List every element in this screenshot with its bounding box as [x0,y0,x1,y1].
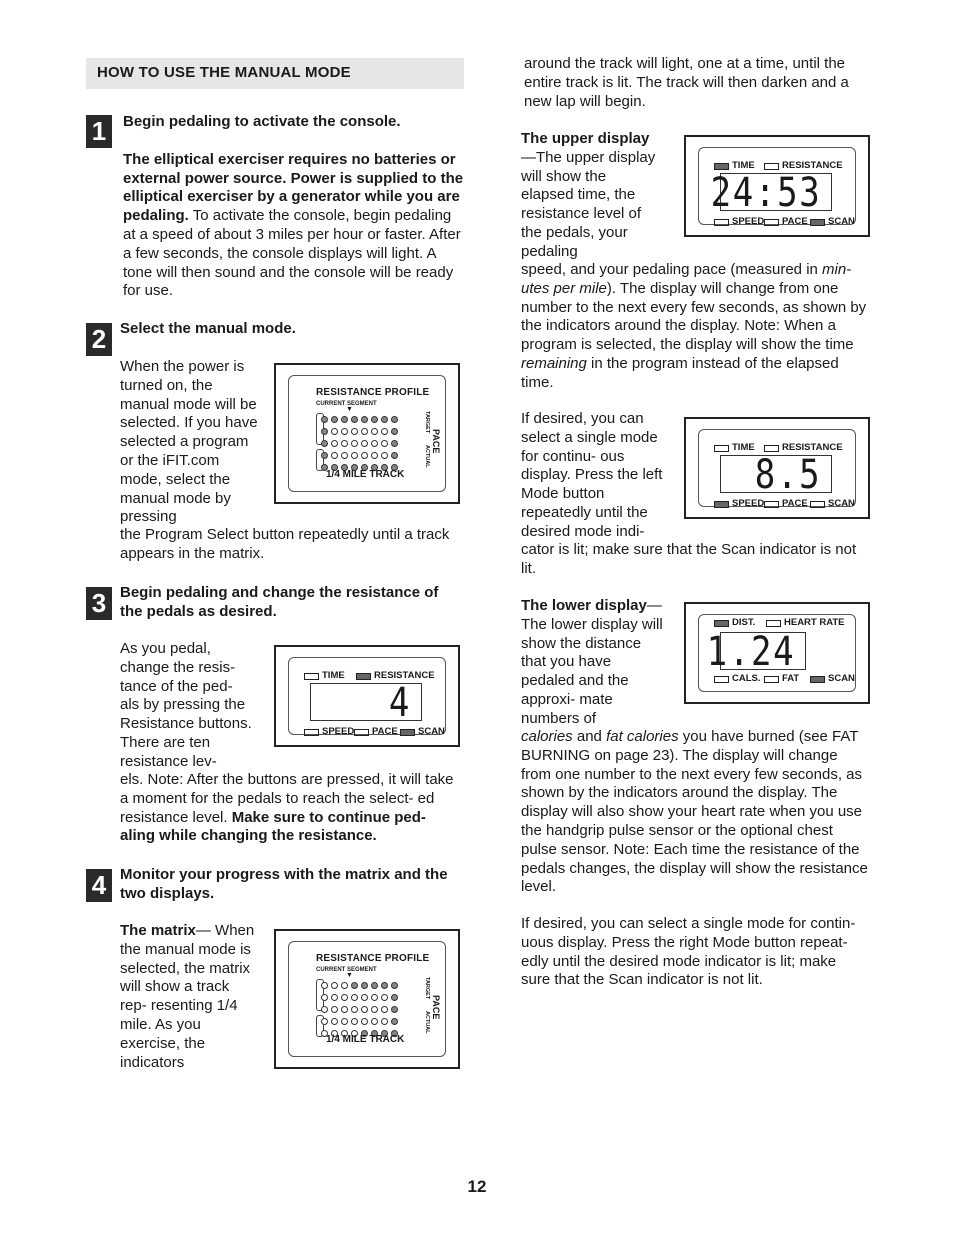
matrix-actual-label: ACTUAL [423,1011,430,1034]
step-1-body [123,151,466,301]
indicator-scan: SCAN [400,723,445,742]
upper-display-intro: The upper display—The upper display will show the elapsed time, the resistance level of the pedals, your pedaling [521,130,656,260]
indicator-dist: DIST. [714,614,755,633]
indicator-resistance: RESISTANCE [356,667,435,686]
indicator-time: TIME [714,439,755,458]
upper-display-label: The upper display [521,130,650,147]
indicator-pace: PACE [764,213,808,232]
matrix-target-label: TARGET [423,411,430,434]
single-mode-para-a: If desired, you can select a single mode for continu- ous display. Press the left Mode button repeatedly until the desired mode indi- [521,410,663,540]
indicator-speed: SPEED [304,723,354,742]
step-1-heading: Begin pedaling to activate the console. [123,113,401,130]
track-continuation: around the track will light, one at a time, until the entire track is lit. The track will then darken and a new lap will begin. [524,55,849,110]
matrix-pace-label: PACE [430,995,441,1020]
lower-display-intro: The lower display—The lower display will show the distance that you have pedaled and the approxi- mate numbers of [521,597,663,727]
resistance-display-figure [274,645,460,747]
step-1-para: To activate the console, begin pedaling at a speed of about 3 miles per hour or faster. After a few seconds, the console displays will light. A tone will then sound and the console will be ready for use. [123,207,461,300]
step-2-para-b: the Program Select button repeatedly until a track appears in the matrix. [120,526,450,562]
lcd-value: 4 [388,680,411,726]
step-number-2: 2 [86,323,112,356]
indicator-heart-rate: HEART RATE [766,614,845,633]
indicator-resistance: RESISTANCE [764,439,843,458]
indicator-resistance: RESISTANCE [764,157,843,176]
lcd-screen [720,452,832,498]
step-2-para-a: When the power is turned on, the manual mode will be selected. If you have selected a program or the iFIT.com mode, select the manual mode by pressing [120,358,258,526]
step-4-heading: Monitor your progress with the matrix and the two displays. [120,866,448,902]
lower-display-figure [684,602,870,704]
step-3-para-b-bold: Make sure to continue ped- aling while changing the resistance. [120,808,426,845]
lcd-value: 8.5 [754,452,821,498]
step-number-4: 4 [86,869,112,902]
indicator-pace: PACE [354,723,398,742]
indicator-speed: SPEED [714,495,764,514]
step-3-heading: Begin pedaling and change the resistance of the pedals as desired. [120,584,439,620]
segment-arrow-icon: ▼ [346,406,353,413]
matrix-figure-1 [274,363,460,504]
matrix-title: RESISTANCE PROFILE [316,387,430,398]
step-3-para-a: As you pedal, change the resis- tance of the ped- als by pressing the Resistance buttons. There are ten resistance lev- [120,640,252,770]
indicator-pace: PACE [764,495,808,514]
indicator-time: TIME [304,667,345,686]
upper-display-figure-speed [684,417,870,519]
step-1-text [123,113,466,301]
indicator-time: TIME [714,157,755,176]
indicator-fat: FAT [764,670,799,689]
indicator-scan: SCAN [810,495,855,514]
lower-display-body: calories and fat calories you have burned (see FAT BURNING on page 23). The display will change from one number to the next every few seconds, as shown by the indicators around the display. The display will also show your heart rate when you use the handgrip pulse sensor or the optional chest pulse sensor. Note: Each time the resistance of the pedals changes, the display will show the resistance level. [521,728,868,896]
lcd-screen [310,680,422,726]
step-4-matrix-text: The matrix— When the manual mode is selected, the matrix will show a track rep- resenting 1/4 mile. As you exercise, the indicators [120,922,255,1071]
indicator-cals: CALS. [714,670,761,689]
matrix-target-label: TARGET [423,977,430,1000]
matrix-subtitle: CURRENT SEGMENT [316,967,377,973]
segment-arrow-icon: ▼ [346,972,353,979]
indicator-scan: SCAN [810,670,855,689]
indicator-scan: SCAN [810,213,855,232]
lcd-screen [706,629,806,675]
indicator-speed: SPEED [714,213,764,232]
matrix-label: The matrix [120,922,196,939]
step-1-bold: The elliptical exerciser requires no batteries or external power source. Power is supplied to the elliptical exerciser by a generator while you are pedaling. [123,150,464,225]
lcd-value: 24:53 [710,170,821,216]
matrix-title: RESISTANCE PROFILE [316,953,430,964]
matrix-dots [321,413,415,473]
matrix-track-label: 1/4 MILE TRACK [326,469,405,481]
upper-display-figure-time [684,135,870,237]
final-paragraph: If desired, you can select a single mode for contin- uous display. Press the right Mode button repeat- edly until the desired mode indicator is lit; make sure that the Scan indicator is not lit. [521,915,856,989]
matrix-figure-2 [274,929,460,1069]
single-mode-para-b: cator is lit; make sure that the Scan indicator is not lit. [521,541,857,577]
lower-display-label: The lower display [521,597,647,614]
step-3-para-b-text: els. Note: After the buttons are pressed, it will take a moment for the pedals to reach the select- ed resistance level. [120,771,454,826]
matrix-pace-label: PACE [430,429,441,454]
section-header: HOW TO USE THE MANUAL MODE [86,58,464,89]
matrix-subtitle: CURRENT SEGMENT [316,401,377,407]
matrix-actual-label: ACTUAL [423,445,430,468]
lcd-value: 1.24 [706,629,795,675]
matrix-dots [321,979,415,1039]
upper-display-body: speed, and your pedaling pace (measured in min- utes per mile). The display will change from one number to the next every few seconds, as shown by the indicators around the display. Note: When a program is selected, the display will show the time remaining in the program instead of the elapsed time. [521,261,867,391]
step-number-3: 3 [86,587,112,620]
step-3-para-b [120,771,465,846]
lcd-screen [710,170,832,216]
step-2-heading: Select the manual mode. [120,320,296,337]
step-number-1: 1 [86,115,112,148]
page-number: 12 [467,1177,487,1196]
matrix-track-label: 1/4 MILE TRACK [326,1034,405,1046]
